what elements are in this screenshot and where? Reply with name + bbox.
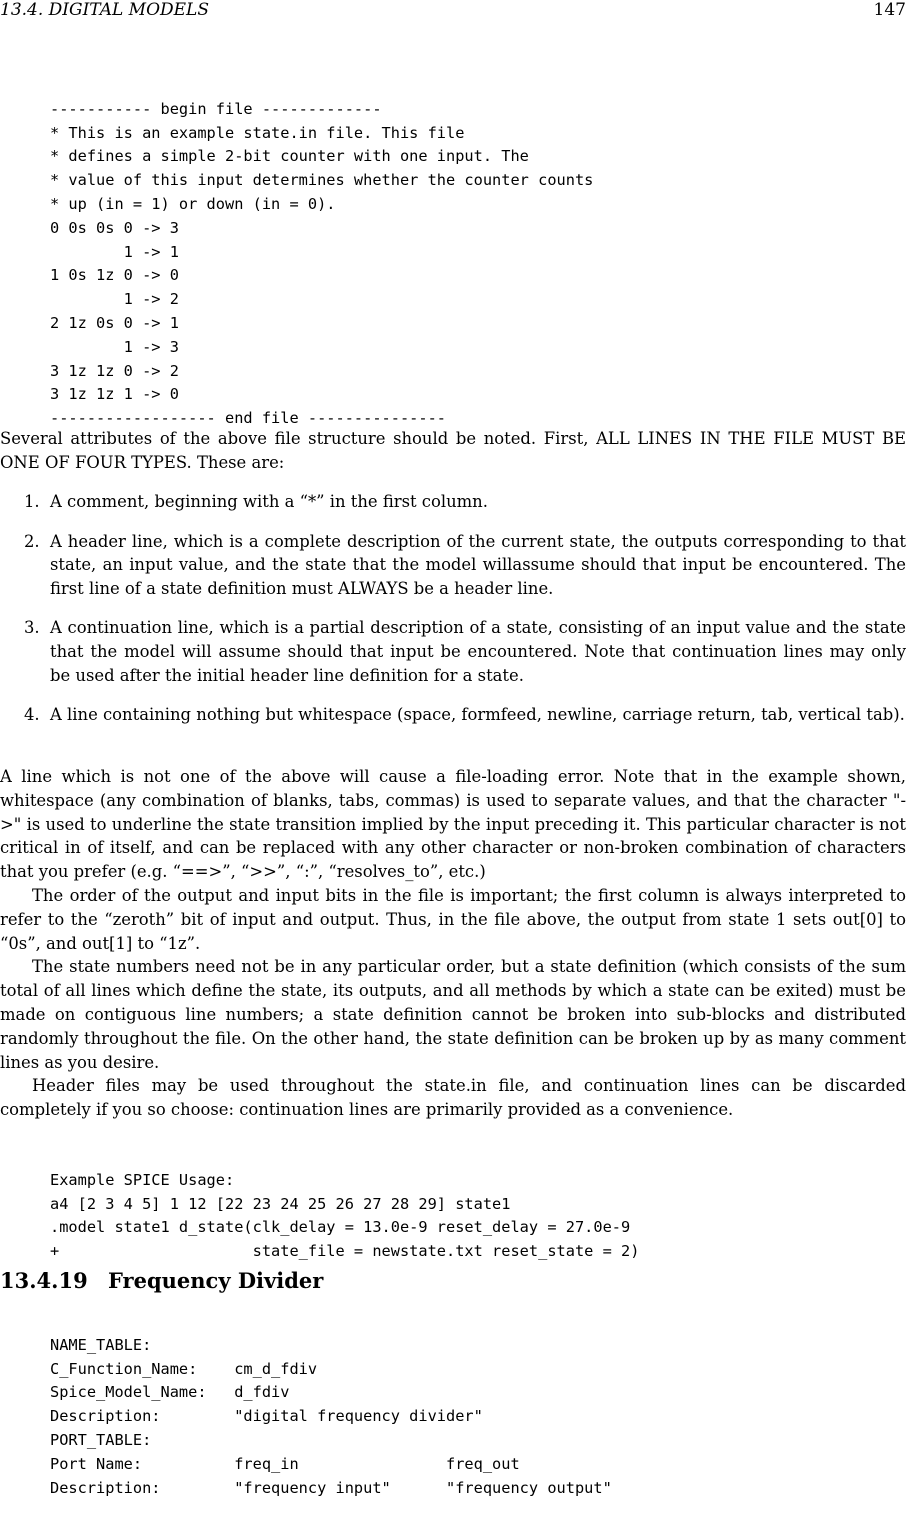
code-line: Example SPICE Usage: <box>50 1170 235 1189</box>
running-head-section: 13.4. DIGITAL MODELS <box>0 0 209 20</box>
list-text: A header line, which is a complete description of the current state, the outputs corresponding to that state, an input value, and the state that the model willassume should that input be encountered. The first line of a state definition must ALWAYS be a header line. <box>50 531 906 598</box>
code-line: ------------------ end file --------------- <box>50 409 447 428</box>
list-number: 1. <box>24 492 40 511</box>
code-line: Description: "frequency input" "frequency output" <box>50 1478 612 1497</box>
code-line: .model state1 d_state(clk_delay = 13.0e-9 reset_delay = 27.0e-9 <box>50 1218 631 1237</box>
code-block-state-file <box>50 74 593 455</box>
code-line: * This is an example state.in file. This file <box>50 123 465 142</box>
code-line: 1 -> 3 <box>50 337 179 356</box>
code-line: * up (in = 1) or down (in = 0). <box>50 194 336 213</box>
code-line: NAME_TABLE: <box>50 1335 152 1354</box>
paragraph-bit-order: The order of the output and input bits in the file is important; the first column is always interpreted to refer to the “zeroth” bit of input and output. Thus, in the file above, the output from state 1 sets out[0] to “0s”, and out[1] to “1z”. <box>0 885 906 953</box>
code-line: C_Function_Name: cm_d_fdiv <box>50 1359 318 1378</box>
code-line: 3 1z 1z 0 -> 2 <box>50 361 179 380</box>
code-line: 1 0s 1z 0 -> 0 <box>50 266 179 285</box>
body-text <box>0 765 906 1122</box>
code-line: 3 1z 1z 1 -> 0 <box>50 385 179 404</box>
code-line: * value of this input determines whether the counter counts <box>50 171 594 190</box>
code-line: 1 -> 1 <box>50 242 179 261</box>
code-line: + state_file = newstate.txt reset_state = 2) <box>50 1242 640 1261</box>
paragraph-header-files: Header files may be used throughout the state.in file, and continuation lines can be discarded completely if you so choose: continuation lines are primarily provided as a convenience. <box>0 1076 906 1120</box>
code-line: ----------- begin file ------------- <box>50 99 382 118</box>
code-line: PORT_TABLE: <box>50 1430 152 1449</box>
code-line: Description: "digital frequency divider" <box>50 1407 483 1426</box>
code-line: a4 [2 3 4 5] 1 12 [22 23 24 25 26 27 28 29] state1 <box>50 1194 511 1213</box>
code-line: * defines a simple 2-bit counter with one input. The <box>50 147 529 166</box>
section-title: Frequency Divider <box>108 1268 324 1293</box>
code-line: 1 -> 2 <box>50 290 179 309</box>
page-number: 147 <box>873 0 906 20</box>
section-heading <box>0 1268 323 1293</box>
list-number: 4. <box>24 705 40 725</box>
list-item <box>0 703 906 727</box>
code-line: Port Name: freq_in freq_out <box>50 1454 520 1473</box>
code-block-name-table <box>50 1310 612 1524</box>
code-line: 2 1z 0s 0 -> 1 <box>50 313 179 332</box>
code-block-spice-usage <box>50 1145 639 1288</box>
list-text: A line containing nothing but whitespace (space, formfeed, newline, carriage return, tab, vertical tab). <box>50 705 905 725</box>
line-types-list <box>0 490 906 743</box>
list-item <box>0 616 906 687</box>
list-number: 2. <box>24 531 40 551</box>
code-line: Spice_Model_Name: d_fdiv <box>50 1383 290 1402</box>
list-text: A continuation line, which is a partial description of a state, consisting of an input value and the state that the model will assume should that input be encountered. Note that continuation lines may only be used after the initial header line definition for a state. <box>50 618 906 685</box>
running-head <box>0 0 908 22</box>
paragraph-state-numbers: The state numbers need not be in any particular order, but a state definition (which consists of the sum total of all lines which define the state, its outputs, and all methods by which a state can be exited) must be made on contiguous line numbers; a state definition cannot be broken into sub-blocks and distributed randomly throughout the file. On the other hand, the state definition can be broken up by as many comment lines as you desire. <box>0 957 906 1072</box>
section-number: 13.4.19 <box>0 1268 88 1293</box>
code-line: 0 0s 0s 0 -> 3 <box>50 218 179 237</box>
paragraph-file-loading-error: A line which is not one of the above will cause a file-loading error. Note that in the example shown, whitespace (any combination of blanks, tabs, commas) is used to separate values, and that the character "->" is used to underline the state transition implied by the input preceding it. This particular character is not critical in of itself, and can be replaced with any other character or non-broken combination of characters that you prefer (e.g. “==>”, “>>”, “:”, “resolves_to”, etc.) <box>0 767 906 882</box>
list-text: A comment, beginning with a “*” in the first column. <box>50 492 488 511</box>
list-item <box>0 530 906 601</box>
list-number: 3. <box>24 618 40 638</box>
paragraph-attributes: Several attributes of the above file structure should be noted. First, ALL LINES IN THE FILE MUST BE ONE OF FOUR TYPES. These are: <box>0 429 906 472</box>
list-item <box>0 490 906 514</box>
